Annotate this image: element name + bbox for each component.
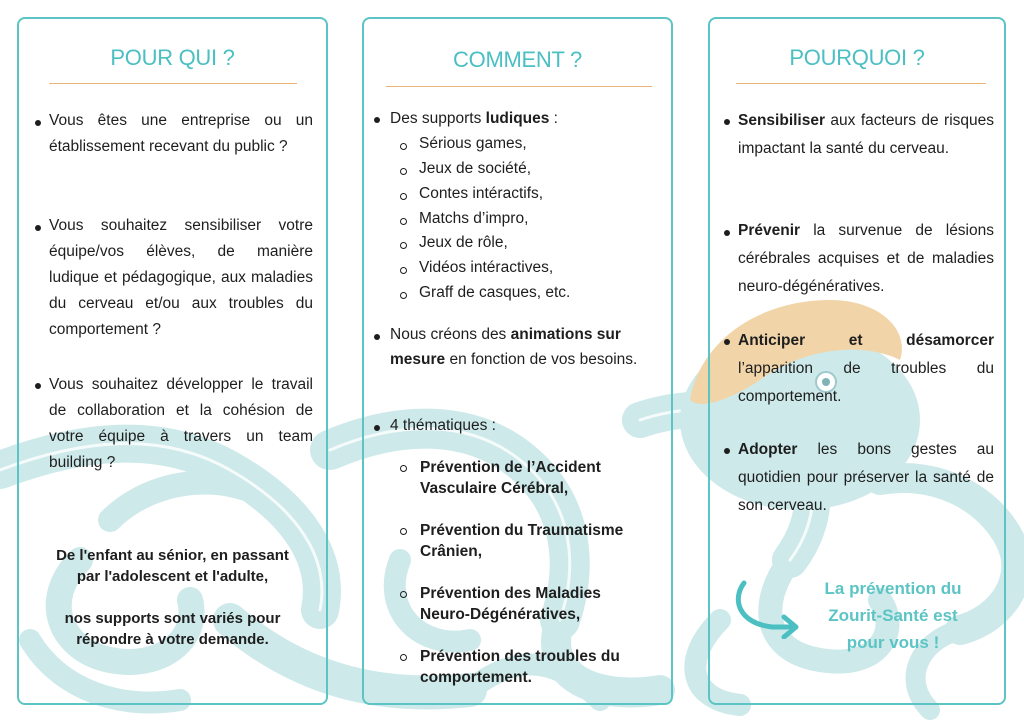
list-item: Vous souhaitez développer le travail de collaboration et la cohésion de votre équipe à travers un team building ? [49, 376, 313, 471]
list-subitem: Prévention des Maladies Neuro-Dégénératives, [420, 585, 601, 623]
circle-bullet-icon [400, 292, 407, 299]
bullet-icon [724, 339, 730, 345]
list-subitem: Graff de casques, etc. [419, 284, 571, 301]
panel-title: POUR QUI ? [110, 45, 235, 70]
panel-pourquoi [708, 17, 1006, 705]
circle-bullet-icon [400, 143, 407, 150]
list-item: Vous êtes une entreprise ou un établissement recevant du public ? [49, 112, 313, 155]
circle-bullet-icon [400, 193, 407, 200]
circle-bullet-icon [400, 242, 407, 249]
bullet-icon [724, 230, 730, 236]
circle-bullet-icon [400, 591, 407, 598]
list-subitem: Prévention du Traumatisme Crânien, [420, 522, 624, 560]
list-item: Anticiper et désamorcer l’apparition de troubles du comportement. [738, 332, 994, 405]
list-item: Vous souhaitez sensibiliser votre équipe/vos élèves, de manière ludique et pédagogique, aux maladies du cerveau et/ou aux troubles du comportement ? [49, 217, 313, 338]
bullet-icon [35, 120, 41, 126]
panel-title: POURQUOI ? [789, 45, 925, 70]
circle-bullet-icon [400, 528, 407, 535]
bullet-icon [724, 448, 730, 454]
curved-arrow-icon [732, 579, 804, 639]
title-divider [386, 86, 652, 87]
panel-comment [362, 17, 673, 705]
list-item: Des supports ludiques : [390, 110, 558, 127]
list-subitem: Jeux de société, [419, 160, 532, 177]
footer-note: De l'enfant au sénior, en passant par l'adolescent et l'adulte, nos supports sont variés pour répondre à votre demande. [56, 547, 289, 648]
title-divider [49, 83, 297, 84]
list-item: 4 thématiques : [390, 417, 496, 434]
list-item: Sensibiliser aux facteurs de risques impactant la santé du cerveau. [738, 112, 994, 157]
list-subitem: Vidéos intéractives, [419, 259, 554, 276]
circle-bullet-icon [400, 465, 407, 472]
title-divider [736, 83, 986, 84]
panel-title: COMMENT ? [453, 47, 582, 72]
circle-bullet-icon [400, 218, 407, 225]
list-item: Nous créons des animations sur mesure en fonction de vos besoins. [390, 326, 638, 368]
panel-pour-qui [17, 17, 328, 705]
list-subitem: Contes intéractifs, [419, 185, 544, 202]
list-subitem: Jeux de rôle, [419, 234, 508, 251]
bullet-icon [374, 425, 380, 431]
cta-text: La prévention du Zourit-Santé est pour vous ! [824, 579, 962, 652]
bullet-icon [374, 334, 380, 340]
list-subitem: Sérious games, [419, 135, 527, 152]
list-subitem: Matchs d’impro, [419, 210, 529, 227]
list-subitem: Prévention des troubles du comportement. [420, 648, 620, 686]
circle-bullet-icon [400, 168, 407, 175]
bullet-icon [724, 119, 730, 125]
circle-bullet-icon [400, 654, 407, 661]
bullet-icon [35, 383, 41, 389]
list-subitem: Prévention de l’Accident Vasculaire Cérébral, [420, 459, 601, 497]
list-item: Prévenir la survenue de lésions cérébrales acquises et de maladies neuro-dégénératives. [738, 222, 994, 295]
bullet-icon [374, 117, 380, 123]
circle-bullet-icon [400, 267, 407, 274]
list-item: Adopter les bons gestes au quotidien pour préserver la santé de son cerveau. [738, 441, 994, 514]
bullet-icon [35, 225, 41, 231]
